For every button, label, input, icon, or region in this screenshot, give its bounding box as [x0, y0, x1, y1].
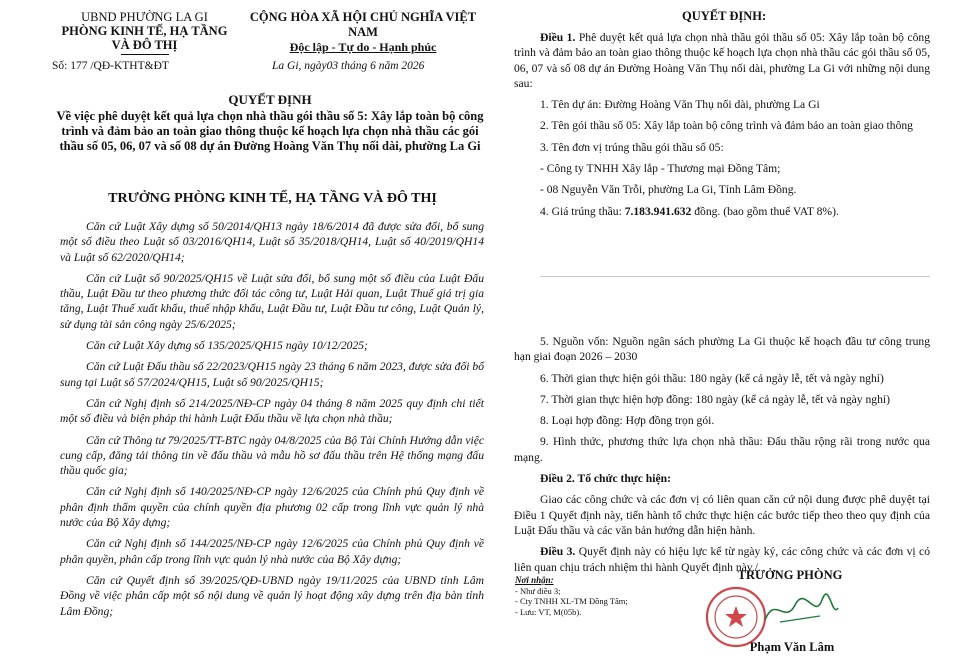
signer-title: TRƯỞNG PHÒNG: [737, 568, 843, 582]
article-1-top: [514, 30, 930, 225]
legal-basis-item: Căn cứ Luật Đấu thầu số 22/2023/QH15 ngày 23 tháng 6 năm 2023, được sửa đổi bổ sung tại Luật số 57/2024/QH15, Luật số 90/2025/QH15;: [60, 360, 484, 389]
article-1-bottom: [514, 334, 930, 581]
article-2-text: Giao các công chức và các đơn vị có liên quan căn cứ nội dung được phê duyệt tại Điều 1 Quyết định này, tiến hành tổ chức thực hiện các bước tiếp theo theo quy định của Luật Đấu thầu và các văn bản hướng dẫn hiện hành.: [514, 493, 930, 537]
legal-basis-item: Căn cứ Luật Xây dựng số 135/2025/QH15 ngày 10/12/2025;: [86, 339, 368, 353]
legal-basis-item: Căn cứ Nghị định số 140/2025/NĐ-CP ngày 12/6/2025 của Chính phủ Quy định về phân định thẩm quyền của chính quyền địa phương 02 cấp trong lĩnh vực quản lý nhà nước của Bộ Xây dựng;: [60, 485, 484, 530]
article-1-label: Điều 1.: [540, 31, 576, 44]
article-1-item-7: 7. Thời gian thực hiện hợp đồng: 180 ngày (kể cả ngày lễ, tết và ngày nghỉ): [540, 392, 890, 406]
signer-name: Phạm Văn Lâm: [749, 640, 835, 654]
recipient-item: - Lưu: VT, M(05b).: [515, 606, 582, 617]
article-3-label: Điều 3.: [540, 545, 576, 559]
article-1-item-5: 5. Nguồn vốn: Nguồn ngân sách phường La Gi thuộc kế hoạch đầu tư công trung hạn giai đoạn 2026 – 2030: [514, 335, 930, 364]
recipient-item: - Như điều 3;: [515, 585, 561, 596]
article-2-label: Điều 2. Tổ chức thực hiện:: [540, 472, 671, 486]
price-value: 7.183.941.632: [624, 204, 692, 218]
article-3-text: Quyết định này có hiệu lực kể từ ngày ký, các công chức và các đơn vị có liên quan chịu trách nhiệm thi hành Quyết định này./.: [514, 545, 930, 574]
handwritten-signature-icon: [760, 590, 840, 630]
article-1-item-2: 2. Tên gói thầu số 05: Xây lắp toàn bộ công trình và đảm bảo an toàn giao thông: [540, 119, 913, 133]
decide-heading: QUYẾT ĐỊNH:: [682, 9, 767, 23]
article-1-intro: [514, 30, 930, 91]
page-break-line: [540, 276, 930, 277]
document-number: Số: 177 /QĐ-KTHT&ĐT: [52, 60, 169, 72]
agency-line-3: VÀ ĐÔ THỊ: [111, 38, 178, 52]
article-1-item-3a: - Công ty TNHH Xây lắp - Thương mại Đồng Tâm;: [540, 162, 781, 176]
legal-basis-item: Căn cứ Nghị định số 214/2025/NĐ-CP ngày 04 tháng 8 năm 2025 quy định chi tiết một số điều và biện pháp thi hành Luật Đấu thầu về lựa chọn nhà thầu;: [60, 396, 484, 426]
agency-underline: [121, 54, 169, 55]
article-1-item-1: 1. Tên dự án: Đường Hoàng Văn Thụ nối dài, phường La Gi: [540, 98, 820, 112]
recipients-label: Nơi nhận:: [515, 575, 554, 585]
article-1-item-3b: - 08 Nguyễn Văn Trỗi, phường La Gi, Tỉnh Lâm Đồng.: [540, 183, 797, 197]
issuing-agency: [52, 10, 237, 55]
document-title: QUYẾT ĐỊNH: [228, 92, 312, 107]
agency-line-1: UBND PHƯỜNG LA GI: [81, 10, 208, 24]
article-1-item-3: 3. Tên đơn vị trúng thầu gói thầu số 05:: [540, 140, 724, 154]
recipient-item: - Cty TNHH XL-TM Đồng Tâm;: [515, 596, 628, 606]
nation-name: CỘNG HÒA XÃ HỘI CHỦ NGHĨA VIỆT NAM: [249, 10, 477, 39]
price-suffix: đồng. (bao gồm thuế VAT 8%).: [691, 204, 839, 218]
legal-bases: [60, 219, 484, 625]
price-label: 4. Giá trúng thầu:: [540, 204, 625, 218]
article-1-item-9: 9. Hình thức, phương thức lựa chọn nhà thầu: Đấu thầu rộng rãi trong nước qua mạng.: [514, 435, 930, 464]
issuing-authority: TRƯỞNG PHÒNG KINH TẾ, HẠ TẦNG VÀ ĐÔ THỊ: [108, 191, 437, 206]
legal-basis-item: Căn cứ Quyết định số 39/2025/QĐ-UBND ngày 19/11/2025 của UBND tỉnh Lâm Đồng về việc phân cấp một số nội dung về quản lý hoạt động xây dựng trên địa bàn tỉnh Lâm Đồng;: [60, 573, 484, 618]
article-3: [514, 544, 930, 575]
article-1-intro-text: Phê duyệt kết quả lựa chọn nhà thầu gói thầu số 05: Xây lắp toàn bộ công trình và đảm bảo an toàn giao thông thuộc kế hoạch lựa chọn nhà thầu các gói thầu số 05, 06, 07 và số 08 dự án Đường Hoàng Văn Thụ nối dài, phường La Gi với những nội dung sau:: [514, 31, 930, 90]
article-1-item-6: 6. Thời gian thực hiện gói thầu: 180 ngày (kể cả ngày lễ, tết và ngày nghỉ): [540, 371, 884, 385]
date-line: La Gi, ngày03 tháng 6 năm 2026: [272, 60, 425, 72]
legal-basis-item: Căn cứ Luật số 90/2025/QH15 về Luật sửa đổi, bổ sung một số điều của Luật Đấu thầu, Luật Đầu tư theo phương thức đối tác công tư, Luật Hải quan, Luật Thuế giá trị gia tăng, Luật Thuế xuất khẩu, thuế nhập khẩu, Luật Đầu tư, Luật Đầu tư công, Luật Quản lý, sử dụng tài sản công ngày 25/6/2025;: [60, 271, 484, 331]
agency-line-2: PHÒNG KINH TẾ, HẠ TẦNG: [61, 24, 228, 38]
official-stamp-icon: [705, 586, 767, 648]
national-header: [243, 10, 483, 55]
motto: Độc lập - Tự do - Hạnh phúc: [289, 40, 437, 54]
legal-basis-item: Căn cứ Thông tư 79/2025/TT-BTC ngày 04/8/2025 của Bộ Tài Chính Hướng dẫn việc cung cấp, đăng tải thông tin về đấu thầu và mẫu hồ sơ đấu thầu trên Hệ thống mạng đấu thầu quốc gia;: [60, 433, 484, 478]
article-1-item-8: 8. Loại hợp đồng: Hợp đồng trọn gói.: [540, 414, 715, 428]
recipients: [515, 575, 705, 617]
article-1-item-4: [514, 204, 930, 219]
legal-basis-item: Căn cứ Luật Xây dựng số 50/2014/QH13 ngày 18/6/2014 đã được sửa đổi, bổ sung một số điều theo Luật số 03/2016/QH14, Luật số 35/2018/QH14, Luật số 40/2019/QH14 và Luật số 62/2020/QH14;: [60, 220, 484, 264]
legal-basis-item: Căn cứ Nghị định số 144/2025/NĐ-CP ngày 12/6/2025 của Chính phủ Quy định về phân quyền, phân cấp trong lĩnh vực quản lý nhà nước của Bộ Xây dựng;: [60, 537, 484, 566]
document-subject: Về việc phê duyệt kết quả lựa chọn nhà thầu gói thầu số 5: Xây lắp toàn bộ công trình và đảm bảo an toàn giao thông thuộc kế hoạch lựa chọn nhà thầu các gói thầu số 05, 06, 07 và số 08 dự án Đường Hoàng Văn Thụ nối dài, phường La Gi: [56, 109, 484, 153]
